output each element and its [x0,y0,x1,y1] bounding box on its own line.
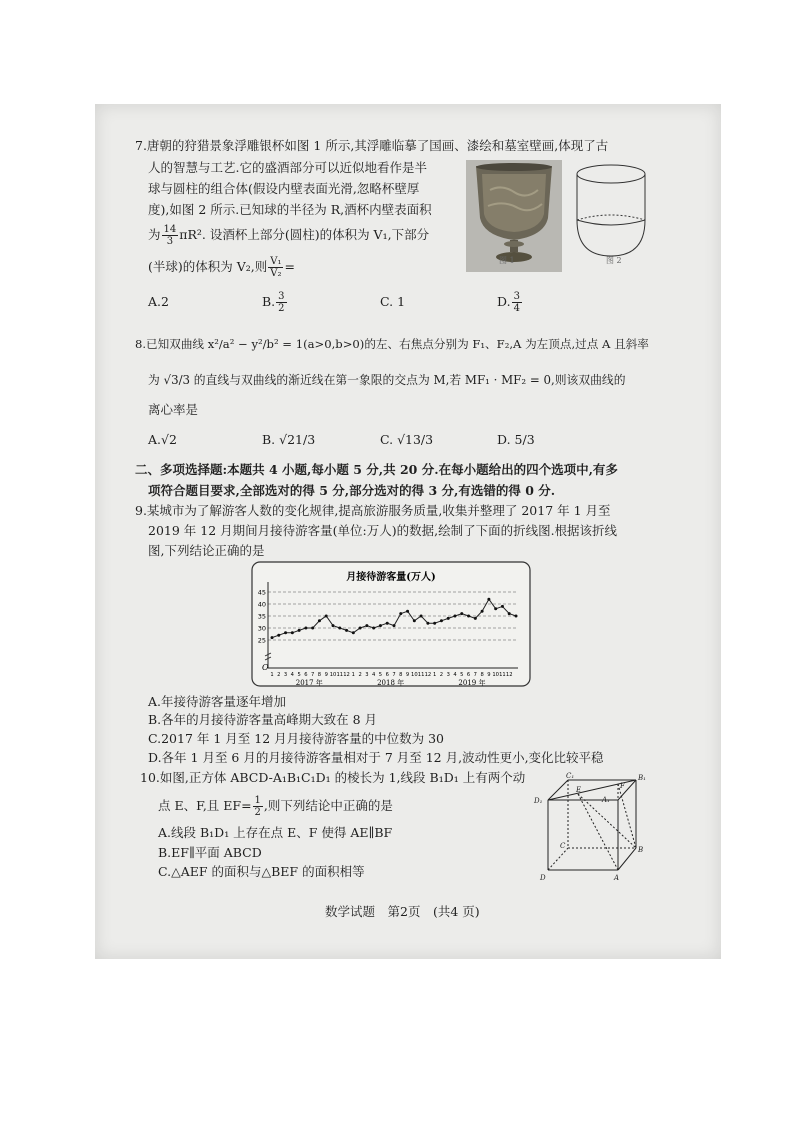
year-label-3: 2019 年 [458,679,486,687]
q9-option-d: D.各年 1 月至 6 月的月接待游客量相对于 7 月至 12 月,波动性更小,变化比较平稳 [148,750,604,765]
q8-line-3: 离心率是 [148,402,199,417]
q7-option-c: C. 1 [380,294,406,309]
q8-line-1: 8.已知双曲线 x²/a² − y²/b² = 1(a>0,b>0)的左、右焦点分别为 F₁、F₂,A 为左顶点,过点 A 且斜率 [135,337,649,351]
page-footer: 数学试题 第2页 (共4 页) [325,904,480,919]
section-2-heading-line-1: 二、多项选择题:本题共 4 小题,每小题 5 分,共 20 分.在每小题给出的四个选项中,有多 [135,462,618,477]
data-point [474,617,477,620]
y-tick-label-45: 45 [257,588,266,597]
x-tick-label: 12 [424,672,432,678]
y-tick-label-30: 30 [257,624,266,633]
data-point [298,629,301,632]
year-label-2: 2018 年 [377,679,405,687]
visitor-line-chart [250,560,532,688]
data-point [494,607,497,610]
vertex-b1-label: B₁ [638,774,646,782]
data-point [420,615,423,618]
q7-line-6: (半球)的体积为 V₂,则 $\frac{\text{V₁}}{\text{V₂}}$ = [148,256,295,279]
x-tick-label: 3 [446,672,450,678]
x-tick-label: 9 [324,672,328,678]
q10-option-b: B.EF∥平面 ABCD [158,845,262,860]
cup-diagram [572,162,650,258]
data-point [460,612,463,615]
vertex-a1-label: A₁ [602,796,610,804]
data-point [318,619,321,622]
x-tick-label: 10 [492,672,499,678]
data-point [359,627,362,630]
x-tick-label: 12 [343,672,350,678]
x-tick-label: 6 [304,672,308,678]
data-point [447,617,450,620]
y-tick-label-25: 25 [257,636,266,645]
data-point [277,634,280,637]
q8-option-d: D. 5/3 [497,432,535,447]
x-tick-label: 11 [336,672,344,678]
data-point [311,627,314,630]
data-point [454,615,457,618]
vertex-d1-label: D₁ [534,797,543,805]
x-tick-label: 10 [411,672,418,678]
x-tick-label: 8 [480,672,484,678]
q7-fraction-14-3: $\frac{14}{3}$ [163,224,177,247]
q8-line-2: 为 √3/3 的直线与双曲线的渐近线在第一象限的交点为 M,若 MF₁ · MF₂ = 0,则该双曲线的 [148,373,626,387]
figure-2-label: 图 2 [606,256,622,265]
x-tick-label: 3 [365,672,369,678]
x-tick-label: 10 [329,672,337,678]
q7-line-4: 度),如图 2 所示.已知球的半径为 R,酒杯内壁表面积 [148,202,432,217]
q9-line-1: 9.某城市为了解游客人数的变化规律,提高旅游服务质量,收集并整理了 2017 年 1 月至 [135,503,611,518]
x-tick-label: 6 [385,672,389,678]
x-tick-label: 3 [283,672,288,678]
data-point [399,612,402,615]
q9-option-c: C.2017 年 1 月至 12 月月接待游客量的中位数为 30 [148,731,445,746]
q7-option-d: D. $\frac{3}{4}$ [497,291,520,314]
q9-line-3: 图,下列结论正确的是 [148,543,265,558]
data-point [481,610,484,613]
q8-option-a: A.√2 [148,432,177,447]
x-tick-label: 1 [351,672,355,678]
data-point [304,627,307,630]
data-point [379,624,382,627]
data-point [271,636,274,639]
vertex-b-label: B [638,846,644,854]
data-point [365,624,368,627]
data-point [406,610,409,613]
x-tick-label: 1 [270,672,274,678]
data-point [393,624,396,627]
q7-line-1: 7.唐朝的狩猎景象浮雕银杯如图 1 所示,其浮雕临摹了国画、漆绘和墓室壁画,体现了古 [135,138,609,153]
x-tick-label: 4 [453,672,457,678]
x-tick-label: 8 [399,672,403,678]
x-tick-label: 9 [405,672,410,678]
x-tick-label: 7 [311,672,315,678]
data-point [332,624,335,627]
data-point [413,619,416,622]
x-tick-label: 2 [439,672,444,678]
q8-option-c: C. √13/3 [380,432,434,447]
x-tick-label: 5 [297,672,301,678]
x-tick-label: 11 [499,672,506,678]
x-tick-label: 2 [358,672,362,678]
origin-label: O [262,663,269,672]
x-tick-label: 5 [460,672,464,678]
x-tick-label: 12 [505,672,513,678]
data-point [467,615,470,618]
q10-line-2: 点 E、F,且 EF= $\frac{1}{2}$ ,则下列结论中正确的是 [158,795,393,818]
q9-line-2: 2019 年 12 月期间月接待游客量(单位:万人)的数据,绘制了下面的折线图.根据该折线 [148,523,618,538]
data-point [345,629,348,632]
q7-line-5: 为 $\frac{14}{3}$ πR². 设酒杯上部分(圆柱)的体积为 V₁,下部分 [148,224,430,247]
q7-option-b: B. $\frac{3}{2}$ [262,291,285,314]
x-tick-label: 5 [378,672,383,678]
q10-option-c: C.△AEF 的面积与△BEF 的面积相等 [158,864,365,879]
data-point [291,631,294,634]
chart-title: 月接待游客量(万人) [346,572,436,583]
vertex-c1-label: C₁ [566,772,575,780]
figure-1-label: 图 1 [499,256,515,265]
vertex-a-label: A [614,874,620,882]
vertex-d-label: D [540,874,546,882]
x-tick-label: 1 [433,672,437,678]
cube-diagram [532,770,660,882]
data-point [501,605,504,608]
data-point [325,615,328,618]
y-tick-label-40: 40 [257,600,266,609]
q7-fraction-v1-v2: $\frac{\text{V₁}}{\text{V₂}}$ [270,256,282,279]
x-tick-label: 11 [417,672,425,678]
x-tick-label: 4 [290,672,294,678]
q7-line-2: 人的智慧与工艺.它的盛酒部分可以近似地看作是半 [148,160,427,175]
data-point [515,615,518,618]
point-e-label: E [576,786,582,794]
x-tick-label: 9 [487,672,491,678]
data-point [386,622,389,625]
q7-option-a: A.2 [148,294,169,309]
data-point [440,619,443,622]
x-tick-label: 2 [277,672,281,678]
q8-option-b: B. √21/3 [262,432,316,447]
q10-option-a: A.线段 B₁D₁ 上存在点 E、F 使得 AE∥BF [158,825,393,840]
x-tick-label: 7 [392,672,396,678]
y-tick-label-35: 35 [257,612,266,621]
x-tick-label: 8 [317,672,322,678]
section-2-heading-line-2: 项符合题目要求,全部选对的得 5 分,部分选对的得 3 分,有选错的得 0 分. [148,483,556,498]
x-tick-label: 7 [473,672,477,678]
point-f-label: F [620,782,625,790]
year-label-1: 2017 年 [295,679,323,687]
data-point [426,622,429,625]
data-point [338,627,341,630]
q9-option-b: B.各年的月接待游客量高峰期大致在 8 月 [148,712,378,727]
q10-line-1: 10.如图,正方体 ABCD-A₁B₁C₁D₁ 的棱长为 1,线段 B₁D₁ 上有两个动 [140,770,526,785]
data-point [508,612,511,615]
data-point [433,622,436,625]
q9-option-a: A.年接待游客量逐年增加 [148,694,287,709]
x-tick-label: 4 [372,672,376,678]
data-point [487,598,490,601]
q7-line-3: 球与圆柱的组合体(假设内壁表面光滑,忽略杯壁厚 [148,181,420,196]
data-point [284,631,287,634]
vertex-c-label: C [560,842,566,850]
data-point [352,631,355,634]
data-point [372,627,375,630]
x-tick-label: 6 [466,672,471,678]
